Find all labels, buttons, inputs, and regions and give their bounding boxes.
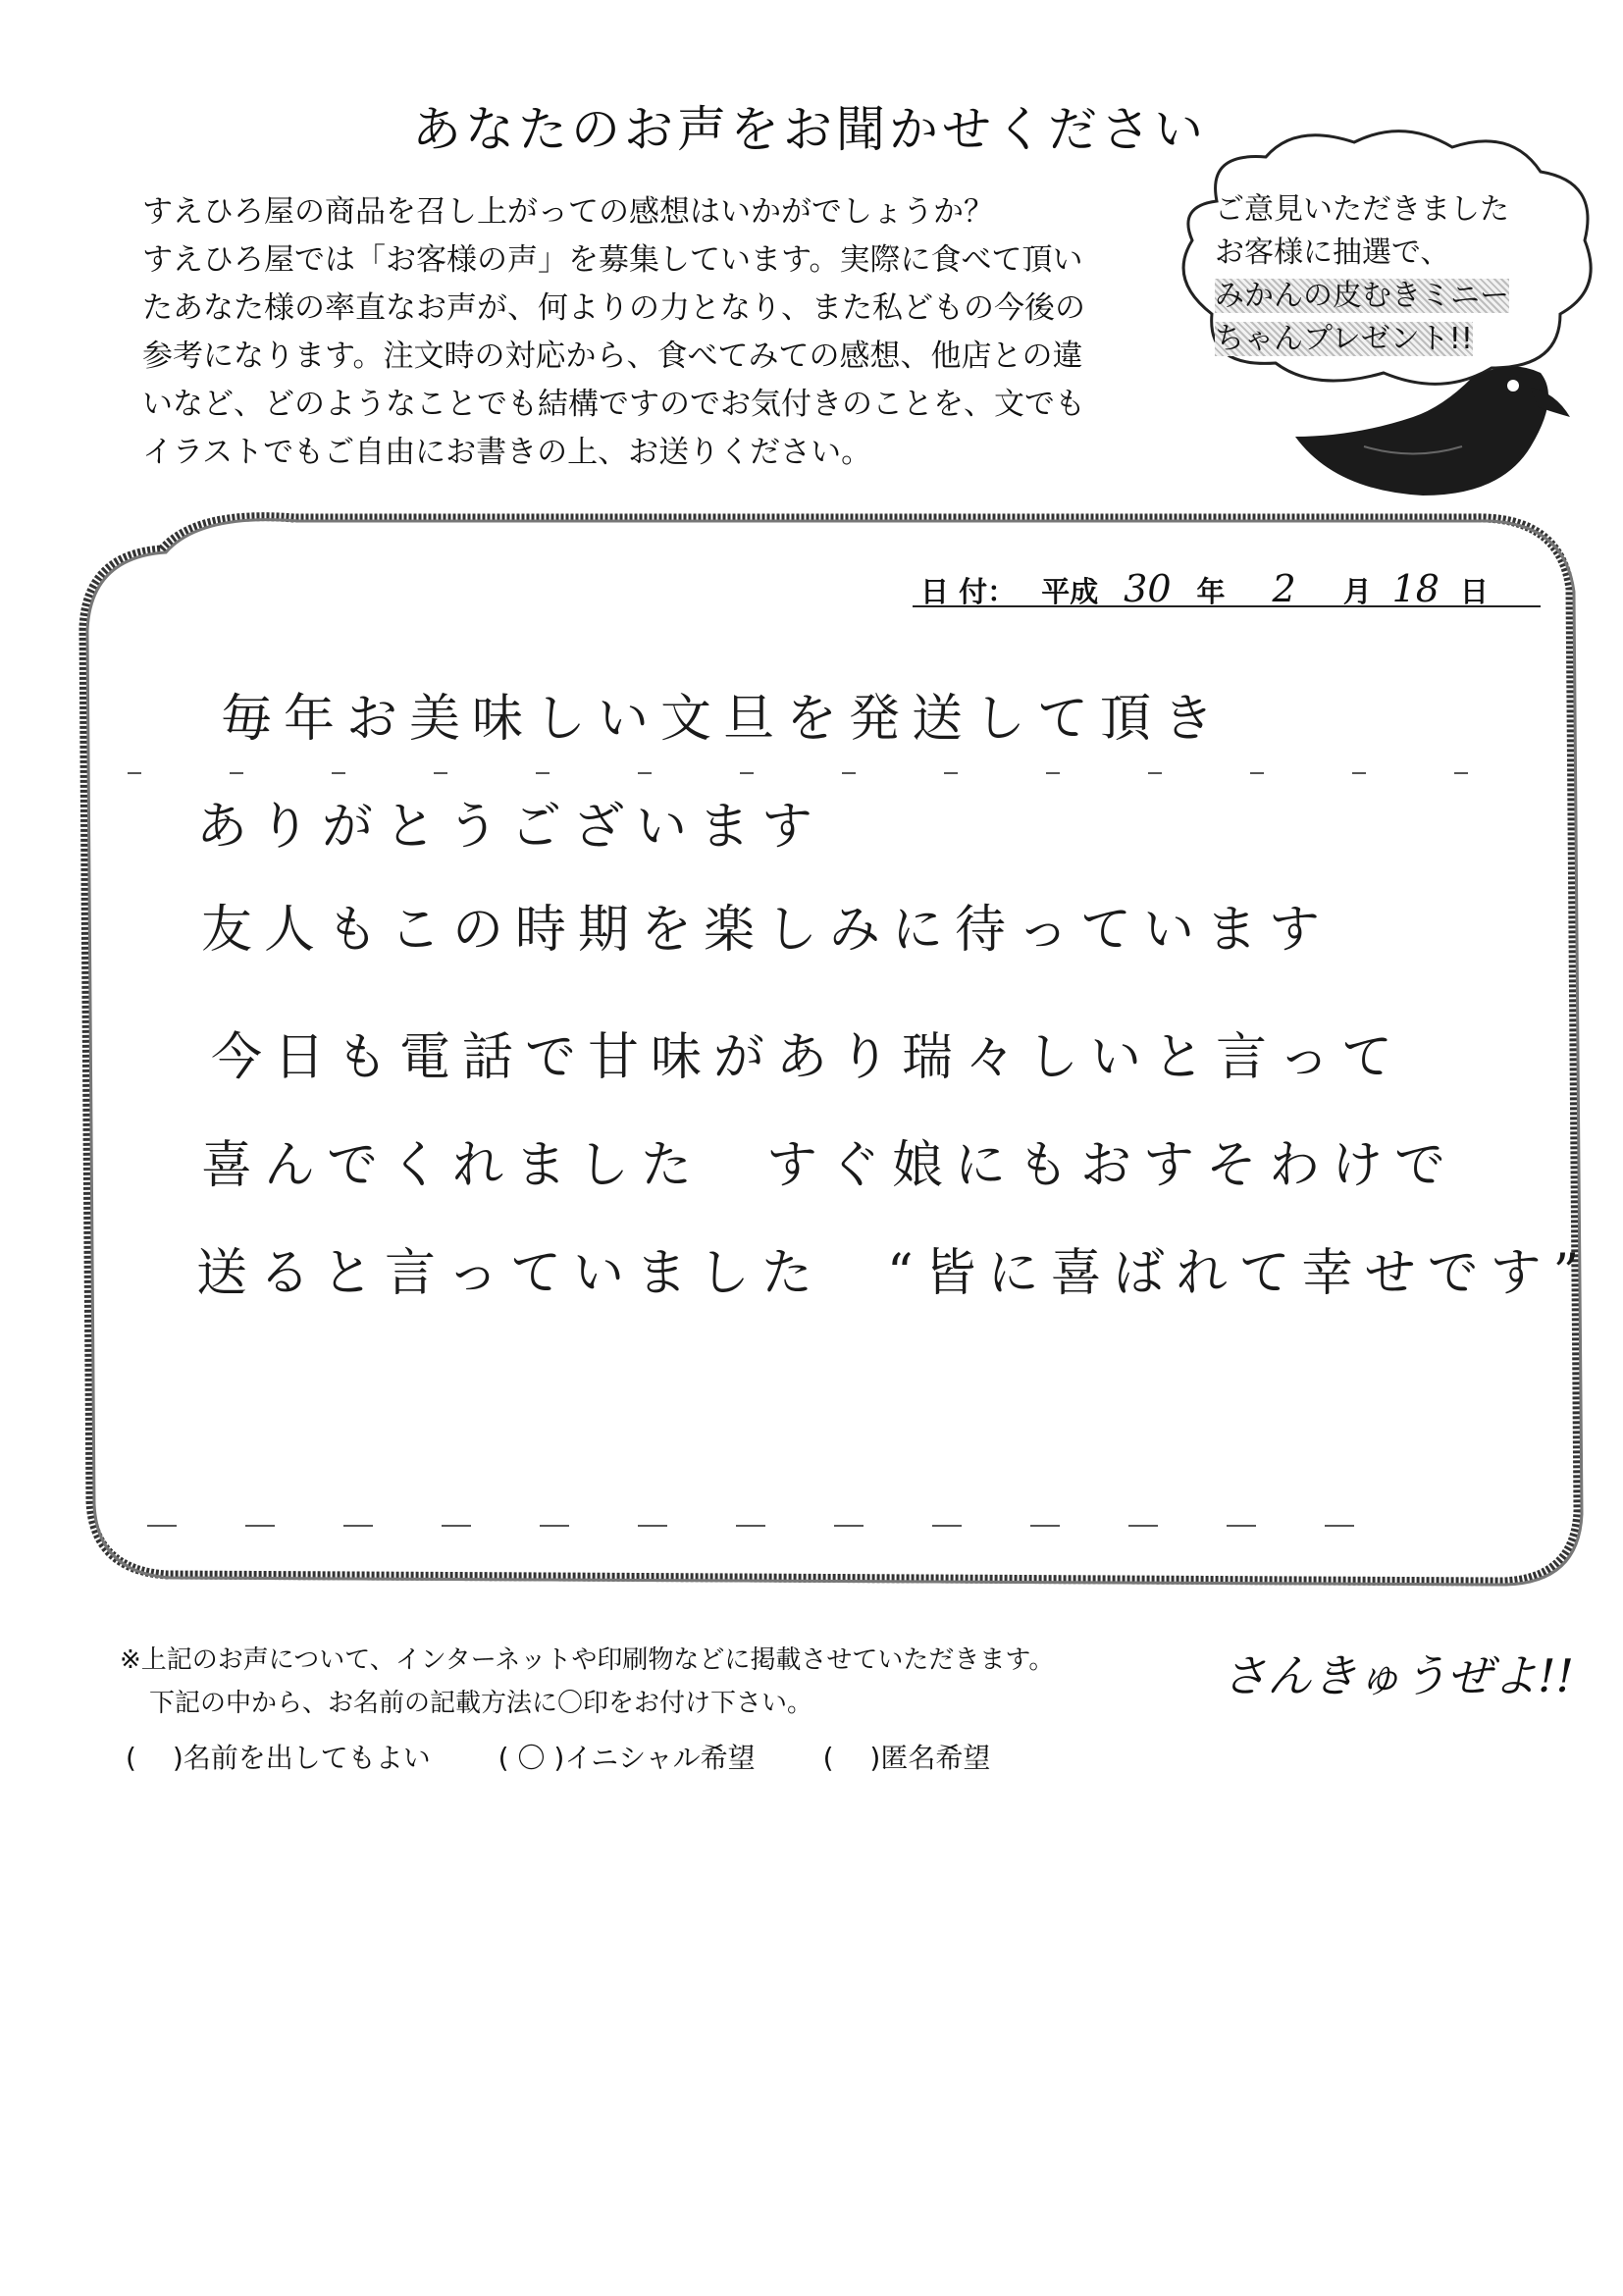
date-era: 平成 — [1041, 575, 1099, 608]
intro-line: たあなた様の率直なお声が、何よりの力となり、また私どもの今後の — [142, 290, 1085, 326]
signoff-text: さんきゅうぜよ!! — [1222, 1649, 1574, 1702]
cloud-line: お客様に抽選で、 — [1215, 235, 1450, 270]
intro-line: すえひろ屋の商品を召し上がっての感想はいかがでしょうか？ — [142, 194, 994, 230]
date-day: 18 — [1391, 567, 1440, 610]
date-month: 2 — [1272, 567, 1296, 610]
handwritten-line: ありがとうございます — [196, 798, 825, 857]
intro-text — [142, 188, 1178, 477]
intro-line: いなど、どのようなことでも結構ですのでお気付きのことを、文でも — [142, 387, 1085, 422]
intro-line: イラストでもご自由にお書きの上、お送りください。 — [142, 435, 872, 470]
page-title: あなたのお声をお聞かせください — [412, 101, 1207, 158]
option-mark-name[interactable]: ( ) — [126, 1742, 183, 1774]
cloud-text — [1215, 188, 1588, 361]
bird-mascot-icon — [1295, 367, 1570, 496]
name-options — [126, 1737, 990, 1776]
date-month-unit: 月 — [1342, 575, 1372, 608]
cloud-line: ご意見いただきました — [1215, 192, 1509, 227]
date-field — [920, 567, 1548, 610]
cloud-line: ちゃんプレゼント!! — [1215, 322, 1473, 356]
handwritten-line: 今日も電話で甘味があり瑞々しいと言って — [211, 1028, 1405, 1087]
option-mark-anonymous[interactable]: ( ) — [822, 1742, 881, 1774]
date-day-unit: 日 — [1459, 575, 1489, 608]
notice-line: 下記の中から、お名前の記載方法に〇印をお付け下さい。 — [149, 1689, 813, 1718]
option-label-name: 名前を出してもよい — [183, 1742, 431, 1774]
notice-line: ※上記のお声について、インターネットや印刷物などに掲載させていただきます。 — [120, 1645, 1055, 1675]
option-mark-initial[interactable]: ( 〇 ) — [497, 1742, 565, 1774]
cloud-line: みかんの皮むきミニー — [1215, 279, 1509, 313]
intro-line: すえひろ屋では「お客様の声」を募集しています。実際に食べて頂い — [142, 242, 1083, 278]
intro-line: 参考になります。注文時の対応から、食べてみての感想、他店との違 — [142, 339, 1083, 374]
handwritten-line: 送ると言っていました “皆に喜ばれて幸せです” — [196, 1244, 1592, 1303]
option-label-anonymous: 匿名希望 — [880, 1742, 991, 1774]
handwritten-line: 毎年お美味しい文旦を発送して頂き — [221, 690, 1227, 749]
handwritten-line: 喜んでくれました すぐ娘にもおすそわけで — [201, 1136, 1458, 1195]
date-year: 30 — [1124, 567, 1172, 610]
option-label-initial: イニシャル希望 — [564, 1742, 756, 1774]
date-year-unit: 年 — [1196, 575, 1226, 608]
handwritten-line: 友人もこの時期を楽しみに待っています — [201, 901, 1333, 960]
publication-notice — [120, 1639, 1179, 1725]
date-label: 日 付： — [920, 575, 1017, 608]
